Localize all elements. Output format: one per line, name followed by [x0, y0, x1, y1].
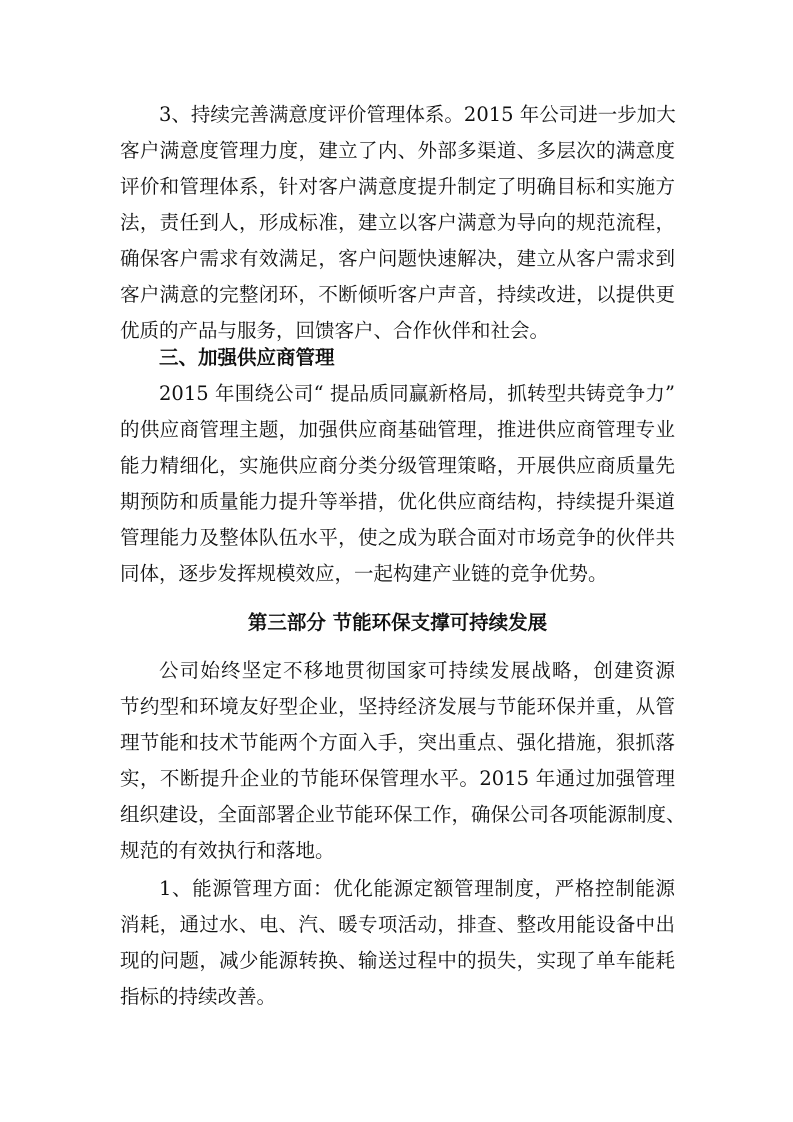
- part-title-text: 第三部分 节能环保支撑可持续发展: [247, 611, 548, 634]
- text-line: 现的问题，减少能源转换、输送过程中的损失，实现了单车能耗: [120, 949, 675, 972]
- text-line: 2015 年围绕公司“ 提品质同赢新格局，抓转型共铸竞争力”: [159, 382, 675, 405]
- text-line: 确保客户需求有效满足，客户问题快速解决，建立从客户需求到: [120, 247, 675, 270]
- section-heading-supplier: [120, 340, 675, 376]
- text-line: 客户满意的完整闭环，不断倾听客户声音，持续改进，以提供更: [120, 283, 675, 306]
- text-line: 的供应商管理主题，加强供应商基础管理，推进供应商管理专业: [120, 418, 675, 441]
- part-three-title: [120, 605, 675, 641]
- text-line: 客户满意度管理力度，建立了内、外部多渠道、多层次的满意度: [120, 139, 675, 162]
- text-line: 1、能源管理方面：优化能源定额管理制度，严格控制能源: [159, 877, 675, 900]
- text-line: 节约型和环境友好型企业，坚持经济发展与节能环保并重，从管: [120, 695, 675, 718]
- text-line: 3、持续完善满意度评价管理体系。2015 年公司进一步加大: [159, 103, 676, 126]
- text-line: 评价和管理体系，针对客户满意度提升制定了明确目标和实施方: [120, 175, 675, 198]
- text-line: 优质的产品与服务，回馈客户、合作伙伴和社会。: [120, 319, 550, 342]
- text-line: 法，责任到人，形成标准，建立以客户满意为导向的规范流程，: [120, 211, 675, 234]
- text-line: 期预防和质量能力提升等举措，优化供应商结构，持续提升渠道: [120, 490, 675, 513]
- text-line: 组织建设，全面部署企业节能环保工作，确保公司各项能源制度、: [120, 803, 686, 826]
- paragraph-satisfaction: [120, 97, 675, 349]
- text-line: 能力精细化，实施供应商分类分级管理策略，开展供应商质量先: [120, 454, 675, 477]
- text-line: 规范的有效执行和落地。: [120, 839, 335, 862]
- paragraph-supplier: [120, 376, 675, 592]
- paragraph-energy-management: [120, 871, 675, 1015]
- text-line: 实，不断提升企业的节能环保管理水平。2015 年通过加强管理: [120, 767, 675, 790]
- text-line: 管理能力及整体队伍水平，使之成为联合面对市场竞争的伙伴共: [120, 526, 675, 549]
- heading-text: 三、加强供应商管理: [159, 346, 335, 369]
- text-line: 指标的持续改善。: [120, 985, 277, 1008]
- text-line: 消耗，通过水、电、汽、暖专项活动，排查、整改用能设备中出: [120, 913, 675, 936]
- text-line: 公司始终坚定不移地贯彻国家可持续发展战略，创建资源: [159, 659, 675, 682]
- text-line: 同体，逐步发挥规模效应，一起构建产业链的竞争优势。: [120, 562, 608, 585]
- text-line: 理节能和技术节能两个方面入手，突出重点、强化措施，狠抓落: [120, 731, 675, 754]
- paragraph-energy-intro: [120, 653, 686, 869]
